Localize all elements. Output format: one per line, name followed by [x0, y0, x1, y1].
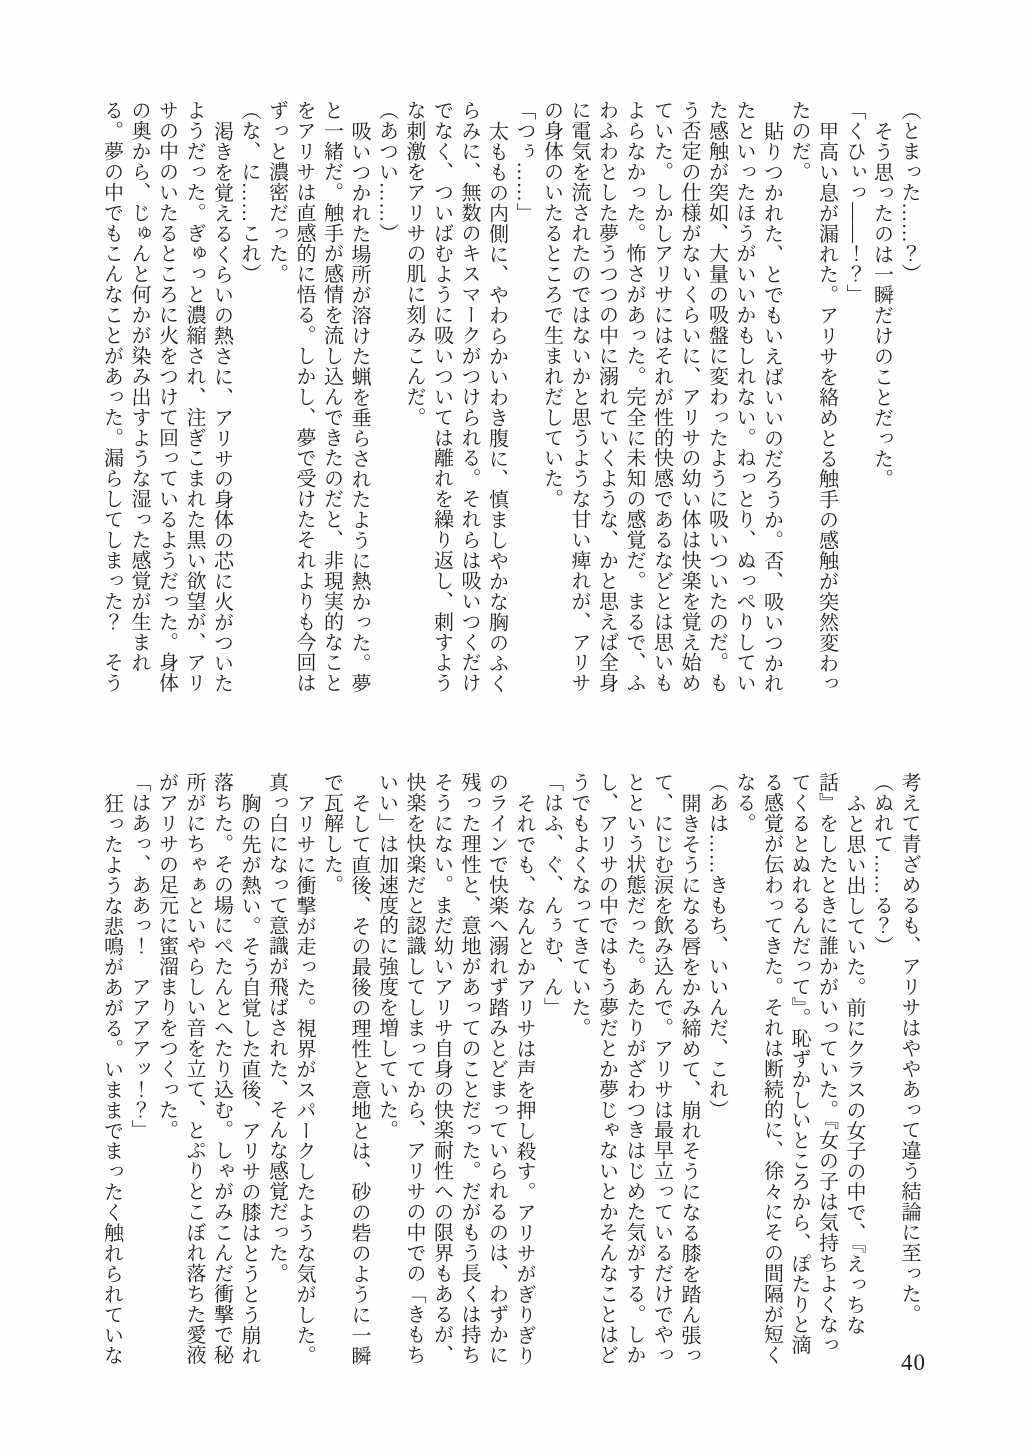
text-line: とという状態だった。あたりがざわつきはじめた気がする。しか [623, 772, 645, 1366]
text-line: わふわとした夢うつつの中に溺れていくような、かと思えば全身 [595, 100, 618, 694]
text-line: らみに、無数のキスマークがつけられる。それらは吸いつくだけ [458, 100, 480, 694]
text-line: なる。 [733, 772, 755, 834]
text-line: ふと思い出していた。前にクラスの女子の中で、『えっちな [843, 792, 865, 1335]
text-line: サの中のいたるところに火をつけて回っているようだった。身体 [155, 100, 178, 694]
text-line: る感覚が伝わってきた。それは断続的に、徐々にその間隔が短く [760, 772, 783, 1366]
text-line: うでもよくなってきていた。 [568, 772, 590, 1038]
text-block-top [97, 100, 922, 698]
text-line: て、にじむ涙を飲み込んで。アリサは最早立っているだけでやっ [650, 772, 673, 1366]
text-line: そうにない。まだ幼いアリサ自身の快楽耐性への限界もあるが、 [430, 772, 453, 1366]
text-line: てくるとぬれるんだって』。恥ずかしいところから、ぽたりと滴 [788, 772, 810, 1356]
text-line: をアリサは直感的に悟る。しかし、夢で受けたそれよりも今回は [293, 100, 315, 694]
text-line: 胸の先が熱い。そう自覚した直後、アリサの膝はとうとう崩れ [238, 792, 260, 1366]
text-line: 吸いつかれた場所が溶けた蝋を垂らされたように熱かった。夢 [348, 120, 370, 694]
text-line: よらなかった。怖さがあった。完全に未知の感覚だ。まるで、ふ [623, 100, 645, 694]
text-line: （な、に……これ） [238, 100, 260, 285]
text-line: ようだった。ぎゅっと濃縮され、注ぎこまれた黒い欲望が、アリ [183, 100, 205, 694]
text-line: （あは……きもち、いいんだ、これ） [705, 772, 728, 1120]
text-line: る。夢の中でもこんなことがあった。漏らしてしまった？ そう [100, 100, 123, 694]
text-line: たのだ。 [788, 100, 810, 182]
text-line: ていた。しかしアリサにはそれが性的快感であるなどとは思いも [650, 100, 673, 694]
text-line: 快楽を快楽だと認識してしまってから、アリサの中での「きもち [403, 772, 425, 1366]
text-line: のラインで快楽へ溺れず踏みとどまっていられるのは、わずかに [485, 772, 508, 1366]
text-line: 狂ったような悲鳴があがる。いままでまったく触れられていな [100, 792, 123, 1366]
text-line: た感触が突如、大量の吸盤に変わったように吸いついたのだ。も [705, 100, 728, 694]
text-line: 太ももの内側に、やわらかいわき腹に、慎ましやかな胸のふく [485, 120, 508, 694]
text-line: 「はあっ、ああっ！ アアアアッ！？」 [128, 772, 150, 1141]
text-line: 「くひぃっ――！？」 [843, 100, 865, 305]
text-line: アリサに衝撃が走った。視界がスパークしたような気がした。 [293, 792, 315, 1366]
text-line: （あつい……） [375, 100, 398, 244]
text-line: （とまった……？） [898, 100, 920, 285]
text-line: 甲高い息が漏れた。アリサを絡めとる触手の感触が突然変わっ [815, 120, 838, 694]
text-line: そして直後、その最後の理性と意地とは、砂の砦のように一瞬 [348, 792, 370, 1366]
text-line: がアリサの足元に蜜溜まりをつくった。 [155, 772, 178, 1141]
text-line: 残った理性と、意地があってのことだった。だがもう長くは持ち [458, 772, 480, 1366]
page-number: 40 [901, 1350, 926, 1375]
text-line: そう思ったのは一瞬だけのことだった。 [870, 120, 893, 489]
text-line: たといったほうがいいかもしれない。ねっとり、ぬっぺりしてい [733, 100, 755, 694]
text-line: 「つぅ……」 [513, 100, 535, 223]
text-block-bottom [97, 772, 922, 1370]
text-line: でなく、ついばむように吸いついては離れを繰り返し、刺すよう [430, 100, 453, 694]
text-line: 考えて青ざめるも、アリサはややあって違う結論に至った。 [898, 772, 920, 1325]
text-line: 渇きを覚えるくらいの熱さに、アリサの身体の芯に火がついた [210, 120, 233, 694]
text-line: ずっと濃密だった。 [265, 100, 288, 285]
text-line: 落ちた。その場にぺたんとへたり込む。しゃがみこんだ衝撃で秘 [210, 772, 233, 1366]
text-line: し、アリサの中ではもう夢だとか夢じゃないとかそんなことはど [595, 772, 618, 1366]
text-line: 所がにちゃぁといやらしい音を立て、とぷりとこぼれ落ちた愛液 [183, 772, 205, 1366]
text-line: う否定の仕様がないくらいに、アリサの幼い体は快楽を覚え始め [678, 100, 700, 694]
text-line: な刺激をアリサの肌に刻みこんだ。 [403, 100, 425, 428]
text-line: に電気を流されたのではないかと思うような甘い痺れが、アリサ [568, 100, 590, 694]
text-line: （ぬれて……る？） [870, 772, 893, 957]
text-line: 話』をしたときに誰かがいっていた。『女の子は気持ちよくなっ [815, 772, 838, 1356]
text-line: の奥から、じゅんと何かが染み出すような湿った感覚が生まれ [128, 100, 150, 673]
text-line: 貼りつかれた、とでもいえばいいのだろうか。否、吸いつかれ [760, 120, 783, 694]
text-line: 「はふ、ぐ、んぅむ、ん」 [540, 772, 563, 1018]
text-line: と一緒だ。触手が感情を流し込んできたのだと、非現実的なこと [320, 100, 343, 694]
text-line: いい」は加速度的に強度を増していた。 [375, 772, 398, 1141]
text-line: 真っ白になって意識が飛ばされた、そんな感覚だった。 [265, 772, 288, 1284]
text-line: 開きそうになる唇をかみ締めて、崩れそうになる膝を踏ん張っ [678, 792, 700, 1366]
text-line: で瓦解した。 [320, 772, 343, 895]
text-line: の身体のいたるところで生まれだしていた。 [540, 100, 563, 509]
text-line: それでも、なんとかアリサは声を押し殺す。アリサがぎりぎり [513, 792, 535, 1366]
